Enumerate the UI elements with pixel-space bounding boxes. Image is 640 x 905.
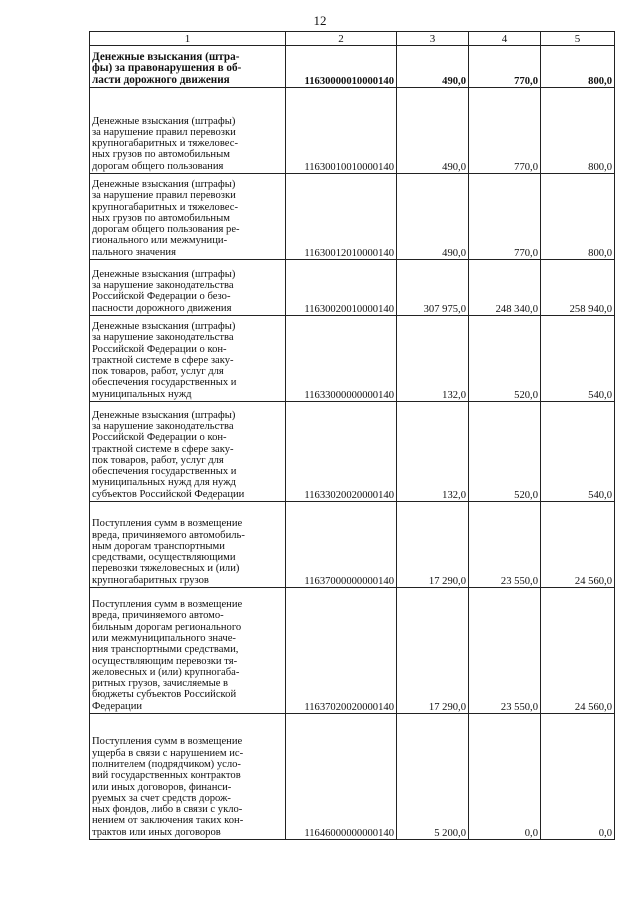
table-body (90, 46, 615, 840)
row-budget-code: 11646000000000140 (286, 714, 397, 840)
row-description: Денежные взыскания (штрафы) за нарушение законодательства Российской Федерации о кон- трактной системе в сфере заку- пок товаров, работ, услуг для обеспечения государственных и муниципальных нужд для нужд субъектов Российской Федерации (90, 402, 286, 502)
page-number: 12 (313, 13, 327, 28)
row-description: Поступления сумм в возмещение ущерба в связи с нарушением ис- полнителем (подрядчиком) усло- вий государственных контрактов или иных договоров, финанси- руемых за счет средств дорож- ных фондов, либо в связи с укло- нением от заключения таких кон- трактов или иных договоров (90, 714, 286, 840)
row-budget-code: 11630012010000140 (286, 174, 397, 260)
row-value-col3: 490,0 (397, 88, 469, 174)
row-value-col3: 132,0 (397, 316, 469, 402)
row-value-col4: 23 550,0 (469, 502, 541, 588)
row-budget-code: 11630000010000140 (286, 46, 397, 88)
row-value-col5: 800,0 (541, 88, 615, 174)
row-budget-code: 11630020010000140 (286, 260, 397, 316)
row-value-col4: 520,0 (469, 316, 541, 402)
table-row (90, 316, 615, 402)
row-description: Поступления сумм в возмещение вреда, причиняемого автомобиль- ным дорогам транспортными средствами, осуществляющими перевозки тяжеловесных и (или) крупногабаритных грузов (90, 502, 286, 588)
table-header-row (90, 32, 615, 46)
row-value-col4: 770,0 (469, 46, 541, 88)
column-header: 1 (90, 32, 286, 46)
row-budget-code: 11633000000000140 (286, 316, 397, 402)
column-header: 4 (469, 32, 541, 46)
row-value-col3: 5 200,0 (397, 714, 469, 840)
row-description: Денежные взыскания (штрафы) за нарушение правил перевозки крупногабаритных и тяжеловес- ных грузов по автомобильным дорогам общего пользования (90, 88, 286, 174)
row-value-col3: 17 290,0 (397, 588, 469, 714)
row-description: Поступления сумм в возмещение вреда, причиняемого автомо- бильным дорогам регионального или межмуниципального значе- ния транспортными средствами, осуществляющим перевозки тя- желовесных и (или) крупногаба- ритных грузов, зачисляемые в бюджеты субъектов Российской Федерации (90, 588, 286, 714)
row-value-col4: 23 550,0 (469, 588, 541, 714)
row-value-col5: 800,0 (541, 46, 615, 88)
row-value-col5: 540,0 (541, 402, 615, 502)
table-row (90, 502, 615, 588)
row-value-col3: 490,0 (397, 174, 469, 260)
row-value-col3: 17 290,0 (397, 502, 469, 588)
column-header: 2 (286, 32, 397, 46)
column-header: 3 (397, 32, 469, 46)
row-value-col5: 800,0 (541, 174, 615, 260)
row-value-col4: 520,0 (469, 402, 541, 502)
row-value-col5: 540,0 (541, 316, 615, 402)
table-row (90, 260, 615, 316)
row-value-col3: 132,0 (397, 402, 469, 502)
table-row (90, 174, 615, 260)
row-value-col4: 248 340,0 (469, 260, 541, 316)
row-description: Денежные взыскания (штра- фы) за правонарушения в об- ласти дорожного движения (90, 46, 286, 88)
row-value-col5: 0,0 (541, 714, 615, 840)
row-budget-code: 11633020020000140 (286, 402, 397, 502)
column-header: 5 (541, 32, 615, 46)
row-value-col5: 24 560,0 (541, 502, 615, 588)
table-row (90, 88, 615, 174)
row-value-col4: 0,0 (469, 714, 541, 840)
table-row (90, 402, 615, 502)
row-description: Денежные взыскания (штрафы) за нарушение законодательства Российской Федерации о кон- трактной системе в сфере заку- пок товаров, работ, услуг для обеспечения государственных и муниципальных нужд (90, 316, 286, 402)
table-row (90, 588, 615, 714)
row-value-col4: 770,0 (469, 88, 541, 174)
row-value-col3: 490,0 (397, 46, 469, 88)
row-description: Денежные взыскания (штрафы) за нарушение законодательства Российской Федерации о безо- пасности дорожного движения (90, 260, 286, 316)
row-value-col3: 307 975,0 (397, 260, 469, 316)
row-value-col4: 770,0 (469, 174, 541, 260)
row-budget-code: 11630010010000140 (286, 88, 397, 174)
revenue-table (89, 31, 615, 840)
row-value-col5: 258 940,0 (541, 260, 615, 316)
row-budget-code: 11637000000000140 (286, 502, 397, 588)
row-description: Денежные взыскания (штрафы) за нарушение правил перевозки крупногабаритных и тяжеловес- ных грузов по автомобильным дорогам общего пользования ре- гионального или межмуници- пального значения (90, 174, 286, 260)
row-budget-code: 11637020020000140 (286, 588, 397, 714)
table-row (90, 46, 615, 88)
table-row (90, 714, 615, 840)
row-value-col5: 24 560,0 (541, 588, 615, 714)
